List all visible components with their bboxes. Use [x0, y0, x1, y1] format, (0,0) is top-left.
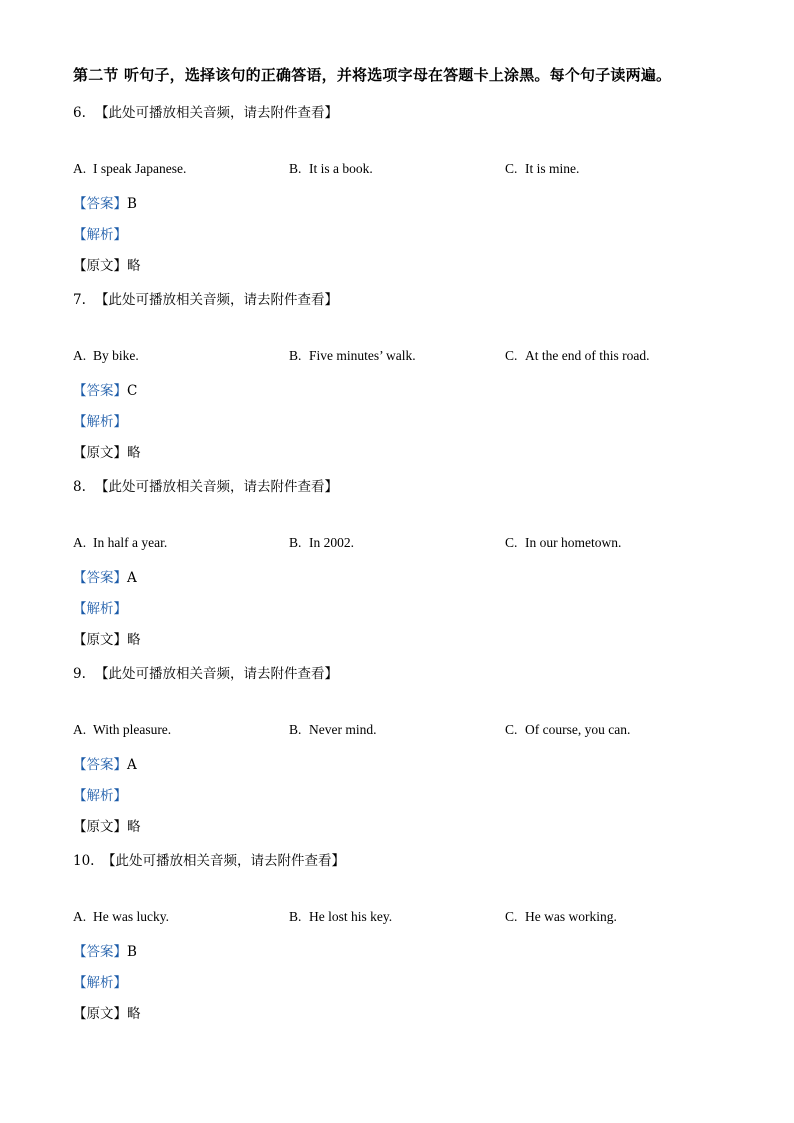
question-number: 9. [73, 666, 86, 682]
question-line [73, 101, 338, 121]
answer-value: B [127, 196, 137, 212]
question-7 [0, 288, 794, 468]
option-a: A. With pleasure. [73, 722, 172, 737]
option-c: C. At the end of this road. [505, 348, 650, 363]
option-a: A. I speak Japanese. [73, 161, 187, 176]
answer-line [73, 566, 137, 586]
analysis-line [73, 597, 127, 617]
question-9 [0, 662, 794, 842]
analysis-label: 【解析】 [73, 601, 127, 617]
analysis-line [73, 784, 127, 804]
original-line [73, 628, 141, 648]
analysis-label: 【解析】 [73, 788, 127, 804]
option-c: C. In our hometown. [505, 535, 622, 550]
audio-placeholder-link[interactable]: 【此处可播放相关音频，请去附件查看】 [95, 666, 338, 682]
analysis-line [73, 410, 127, 430]
answer-label: 【答案】 [73, 383, 127, 399]
question-line [73, 849, 345, 869]
original-line [73, 441, 141, 461]
option-c: C. Of course, you can. [505, 722, 631, 737]
audio-placeholder-link[interactable]: 【此处可播放相关音频，请去附件查看】 [102, 853, 345, 869]
answer-value: C [127, 383, 138, 399]
question-number: 8. [73, 479, 86, 495]
audio-placeholder-link[interactable]: 【此处可播放相关音频，请去附件查看】 [95, 479, 338, 495]
option-b: B. In 2002. [289, 535, 354, 550]
original-value: 略 [127, 258, 141, 274]
analysis-label: 【解析】 [73, 975, 127, 991]
original-label: 【原文】 [73, 1006, 127, 1022]
option-c: C. He was working. [505, 909, 617, 924]
answer-line [73, 379, 137, 399]
option-a: A. By bike. [73, 348, 139, 363]
question-6 [0, 101, 794, 281]
question-number: 10. [73, 853, 95, 869]
original-line [73, 254, 141, 274]
answer-value: A [127, 757, 137, 773]
original-value: 略 [127, 819, 141, 835]
section-title: 第二节 听句子，选择该句的正确答语，并将选项字母在答题卡上涂黑。每个句子读两遍。 [73, 66, 672, 84]
audio-placeholder-link[interactable]: 【此处可播放相关音频，请去附件查看】 [95, 105, 338, 121]
answer-value: B [127, 944, 137, 960]
original-value: 略 [127, 1006, 141, 1022]
original-value: 略 [127, 632, 141, 648]
option-b: B. Five minutes’ walk. [289, 348, 416, 363]
answer-value: A [127, 570, 137, 586]
answer-label: 【答案】 [73, 196, 127, 212]
answer-line [73, 192, 137, 212]
question-number: 6. [73, 105, 86, 121]
original-line [73, 1002, 141, 1022]
option-b: B. Never mind. [289, 722, 377, 737]
original-label: 【原文】 [73, 445, 127, 461]
audio-placeholder-link[interactable]: 【此处可播放相关音频，请去附件查看】 [95, 292, 338, 308]
answer-label: 【答案】 [73, 944, 127, 960]
question-line [73, 662, 338, 682]
answer-line [73, 940, 137, 960]
original-value: 略 [127, 445, 141, 461]
original-label: 【原文】 [73, 632, 127, 648]
answer-line [73, 753, 137, 773]
answer-label: 【答案】 [73, 757, 127, 773]
analysis-line [73, 223, 127, 243]
option-a: A. In half a year. [73, 535, 168, 550]
analysis-line [73, 971, 127, 991]
answer-label: 【答案】 [73, 570, 127, 586]
original-label: 【原文】 [73, 819, 127, 835]
analysis-label: 【解析】 [73, 414, 127, 430]
question-10 [0, 849, 794, 1029]
option-b: B. He lost his key. [289, 909, 393, 924]
option-a: A. He was lucky. [73, 909, 169, 924]
original-line [73, 815, 141, 835]
question-line [73, 475, 338, 495]
question-line [73, 288, 338, 308]
option-b: B. It is a book. [289, 161, 373, 176]
original-label: 【原文】 [73, 258, 127, 274]
question-8 [0, 475, 794, 655]
option-c: C. It is mine. [505, 161, 580, 176]
analysis-label: 【解析】 [73, 227, 127, 243]
question-number: 7. [73, 292, 86, 308]
